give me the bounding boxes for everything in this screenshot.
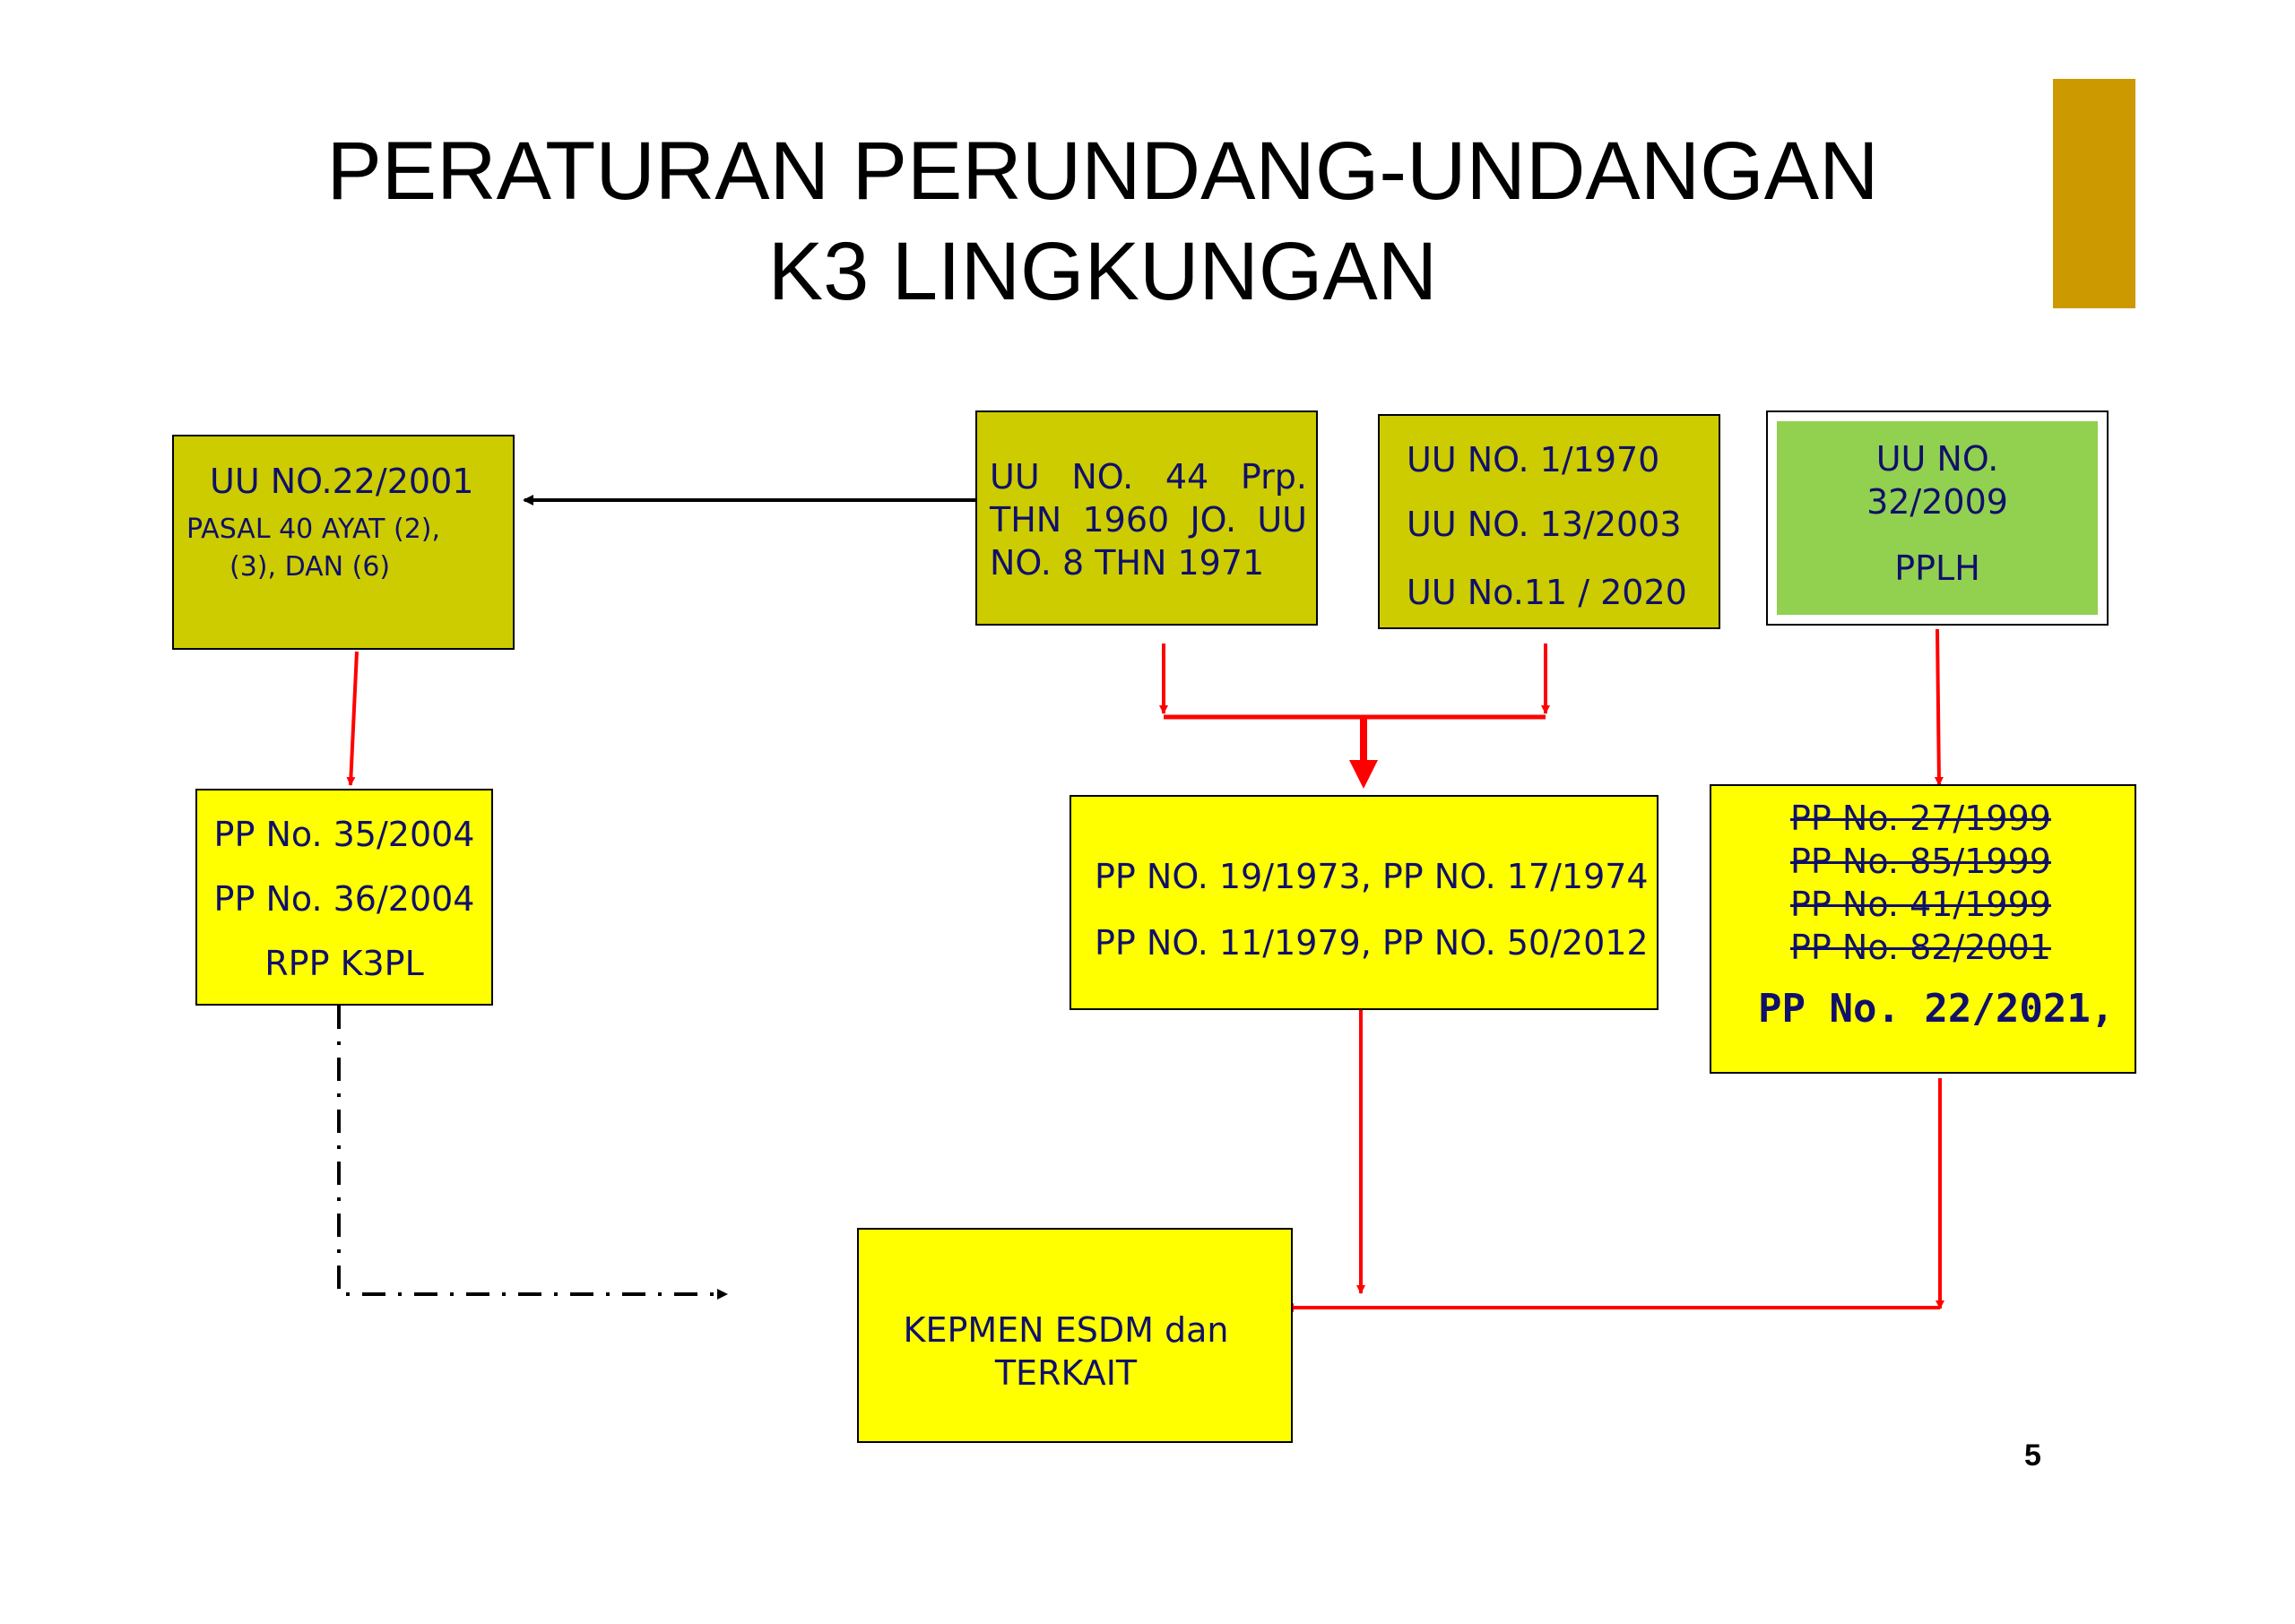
pp22-current: PP No. 22/2021, — [1758, 986, 2115, 1032]
pp-struck-1: PP No. 27/1999 — [1790, 799, 2051, 838]
arrow-join-to-pp19-head — [1349, 760, 1378, 789]
box-pp-19-1973 — [1070, 795, 1658, 1010]
uu1970-line-3: UU No.11 / 2020 — [1407, 573, 1687, 612]
uu44-line-2: THN 1960 JO. UU — [990, 500, 1307, 540]
title-line-1: PERATURAN PERUNDANG-UNDANGAN — [326, 125, 1879, 217]
box-pp-35-2004 — [195, 789, 493, 1006]
uu22-line-1: UU NO.22/2001 — [210, 462, 474, 501]
kepmen-line-2: TERKAIT — [994, 1353, 1138, 1393]
uu32-line-3: PPLH — [1894, 549, 1980, 588]
pp19-line-2: PP NO. 11/1979, PP NO. 50/2012 — [1095, 923, 1649, 963]
page-number: 5 — [2024, 1438, 2041, 1473]
uu1970-line-2: UU NO. 13/2003 — [1407, 505, 1682, 544]
pp19-line-1: PP NO. 19/1973, PP NO. 17/1974 — [1095, 857, 1649, 896]
arrow-uu22-to-pp35 — [351, 652, 357, 785]
box-uu-44-1960 — [975, 410, 1318, 626]
uu22-line-2: PASAL 40 AYAT (2), — [186, 514, 441, 545]
pp-struck-2: PP No. 85/1999 — [1790, 842, 2051, 881]
uu1970-line-1: UU NO. 1/1970 — [1407, 440, 1660, 479]
title-line-2: K3 LINGKUNGAN — [767, 226, 1438, 317]
uu32-line-1: UU NO. — [1875, 439, 1999, 479]
arrow-uu32-to-pp27 — [1937, 629, 1939, 785]
dashdot-pp35-to-kepmen — [339, 1006, 726, 1294]
uu22-line-3: (3), DAN (6) — [230, 551, 391, 583]
pp35-line-3: RPP K3PL — [264, 944, 424, 983]
pp-struck-4: PP No. 82/2001 — [1790, 928, 2051, 967]
box-uu-32-2009 — [1766, 410, 2109, 626]
box-pp-22-2021 — [1710, 784, 2136, 1074]
kepmen-line-1: KEPMEN ESDM dan — [903, 1310, 1229, 1350]
box-uu-1-1970 — [1378, 414, 1720, 629]
uu44-line-3: NO. 8 THN 1971 — [990, 543, 1265, 583]
uu32-line-2: 32/2009 — [1866, 482, 2008, 522]
pp-struck-3: PP No. 41/1999 — [1790, 885, 2051, 924]
uu44-line-1: UU NO. 44 Prp. — [990, 457, 1307, 497]
uu32-inner-panel — [1777, 421, 2098, 615]
box-uu-22-2001 — [172, 435, 515, 650]
pp35-line-2: PP No. 36/2004 — [213, 879, 475, 919]
box-kepmen-esdm — [857, 1228, 1293, 1443]
pp35-line-1: PP No. 35/2004 — [213, 815, 475, 854]
